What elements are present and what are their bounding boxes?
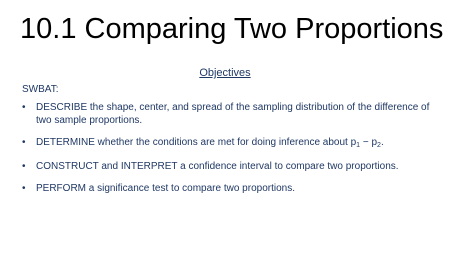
objective-item (22, 182, 444, 195)
slide-title: 10.1 Comparing Two Proportions (20, 13, 444, 45)
objective-text: PERFORM a significance test to compare two proportions. (36, 182, 295, 194)
bullet-icon: • (22, 182, 26, 194)
objective-text (36, 137, 384, 148)
objective-item (22, 101, 444, 127)
objective-text-part: DETERMINE whether the conditions are met for doing inference about p (36, 136, 357, 148)
objectives-heading: Objectives (199, 67, 251, 79)
subscript-2: 2 (377, 141, 381, 149)
subscript-1: 1 (356, 141, 361, 149)
bullet-icon: • (22, 102, 26, 113)
objective-text-part: . (380, 136, 384, 148)
objectives-list (22, 101, 444, 203)
objective-item (22, 160, 444, 173)
objective-item (22, 136, 444, 152)
objective-text: CONSTRUCT and INTERPRET a confidence interval to compare two proportions. (36, 161, 399, 172)
swbat-label: SWBAT: (22, 84, 59, 95)
bullet-icon: • (22, 136, 26, 148)
objective-text-part: − p (360, 136, 378, 148)
bullet-icon: • (22, 161, 26, 172)
objective-text: DESCRIBE the shape, center, and spread of the sampling distribution of the difference of two sample proportions. (36, 102, 430, 126)
